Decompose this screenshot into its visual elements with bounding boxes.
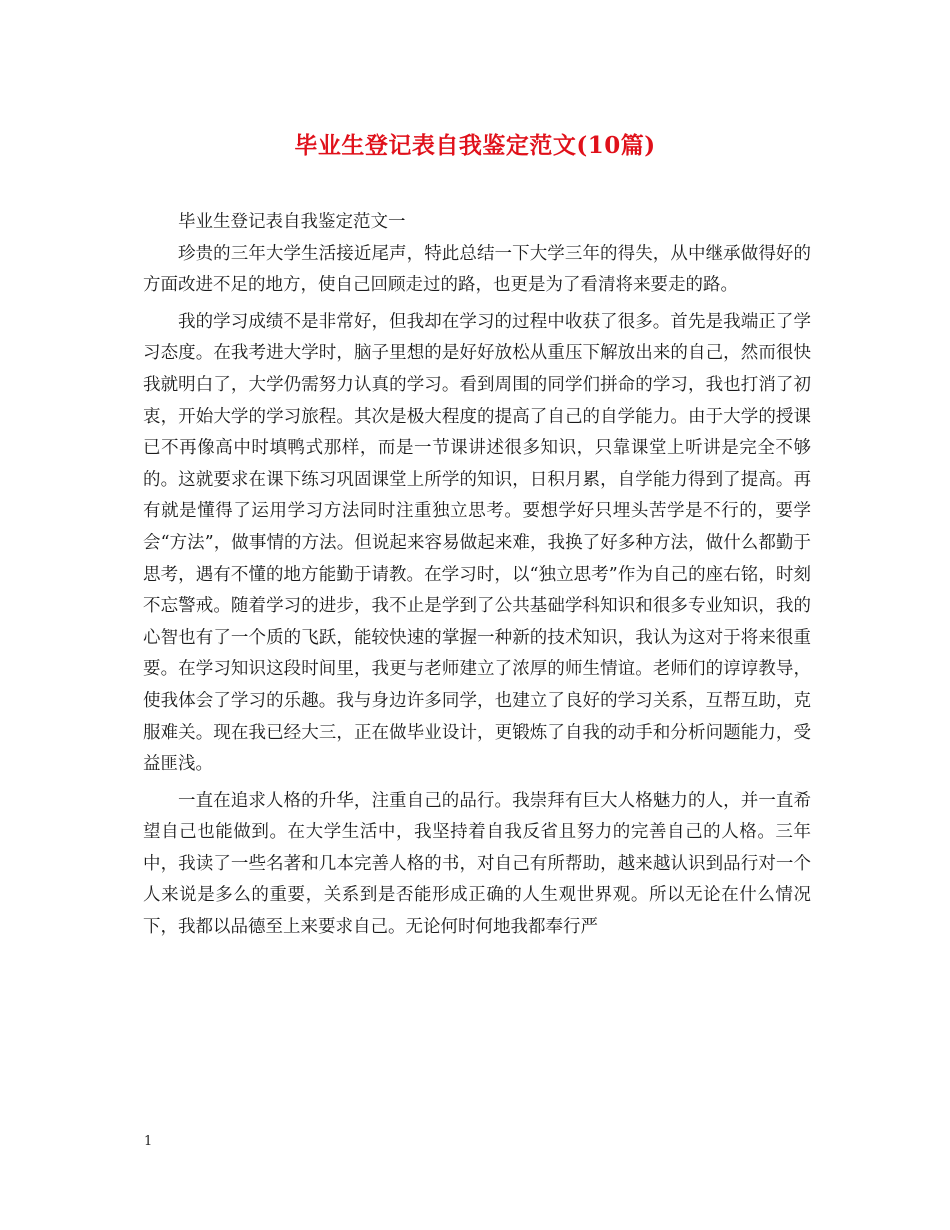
paragraph-1: 珍贵的三年大学生活接近尾声，特此总结一下大学三年的得失，从中继承做得好的方面改进不足的地方，使自己回顾走过的路，也更是为了看清将来要走的路。 (143, 243, 811, 296)
document-body (143, 207, 811, 944)
paragraph-2: 我的学习成绩不是非常好，但我却在学习的过程中收获了很多。首先是我端正了学习态度。在我考进大学时，脑子里想的是好好放松从重压下解放出来的自己，然而很快我就明白了，大学仍需努力认真的学习。看到周围的同学们拼命的学习，我也打消了初衷，开始大学的学习旅程。其次是极大程度的提高了自己的自学能力。由于大学的授课已不再像高中时填鸭式那样，而是一节课讲述很多知识，只靠课堂上听讲是完全不够的。这就要求在课下练习巩固课堂上所学的知识，日积月累，自学能力得到了提高。再有就是懂得了运用学习方法同时注重独立思考。要想学好只埋头苦学是不行的，要学会“方法”，做事情的方法。但说起来容易做起来难，我换了好多种方法，做什么都勤于思考，遇有不懂的地方能勤于请教。在学习时，以“独立思考”作为自己的座右铭，时刻不忘警戒。随着学习的进步，我不止是学到了公共基础学科知识和很多专业知识，我的心智也有了一个质的飞跃，能较快速的掌握一种新的技术知识，我认为这对于将来很重要。在学习知识这段时间里，我更与老师建立了浓厚的师生情谊。老师们的谆谆教导，使我体会了学习的乐趣。我与身边许多同学，也建立了良好的学习关系，互帮互助，克服难关。现在我已经大三，正在做毕业设计，更锻炼了自我的动手和分析问题能力，受益匪浅。 (143, 311, 811, 775)
paragraph-3: 一直在追求人格的升华，注重自己的品行。我崇拜有巨大人格魅力的人，并一直希望自己也能做到。在大学生活中，我坚持着自我反省且努力的完善自己的人格。三年中，我读了一些名著和几本完善人格的书，对自己有所帮助，越来越认识到品行对一个人来说是多么的重要，关系到是否能形成正确的人生观世界观。所以无论在什么情况下，我都以品德至上来要求自己。无论何时何地我都奉行严 (143, 790, 811, 938)
page-number: 1 (144, 1134, 153, 1149)
document-title: 毕业生登记表自我鉴定范文(10篇) (294, 132, 656, 159)
section-heading: 毕业生登记表自我鉴定范文一 (178, 212, 406, 232)
